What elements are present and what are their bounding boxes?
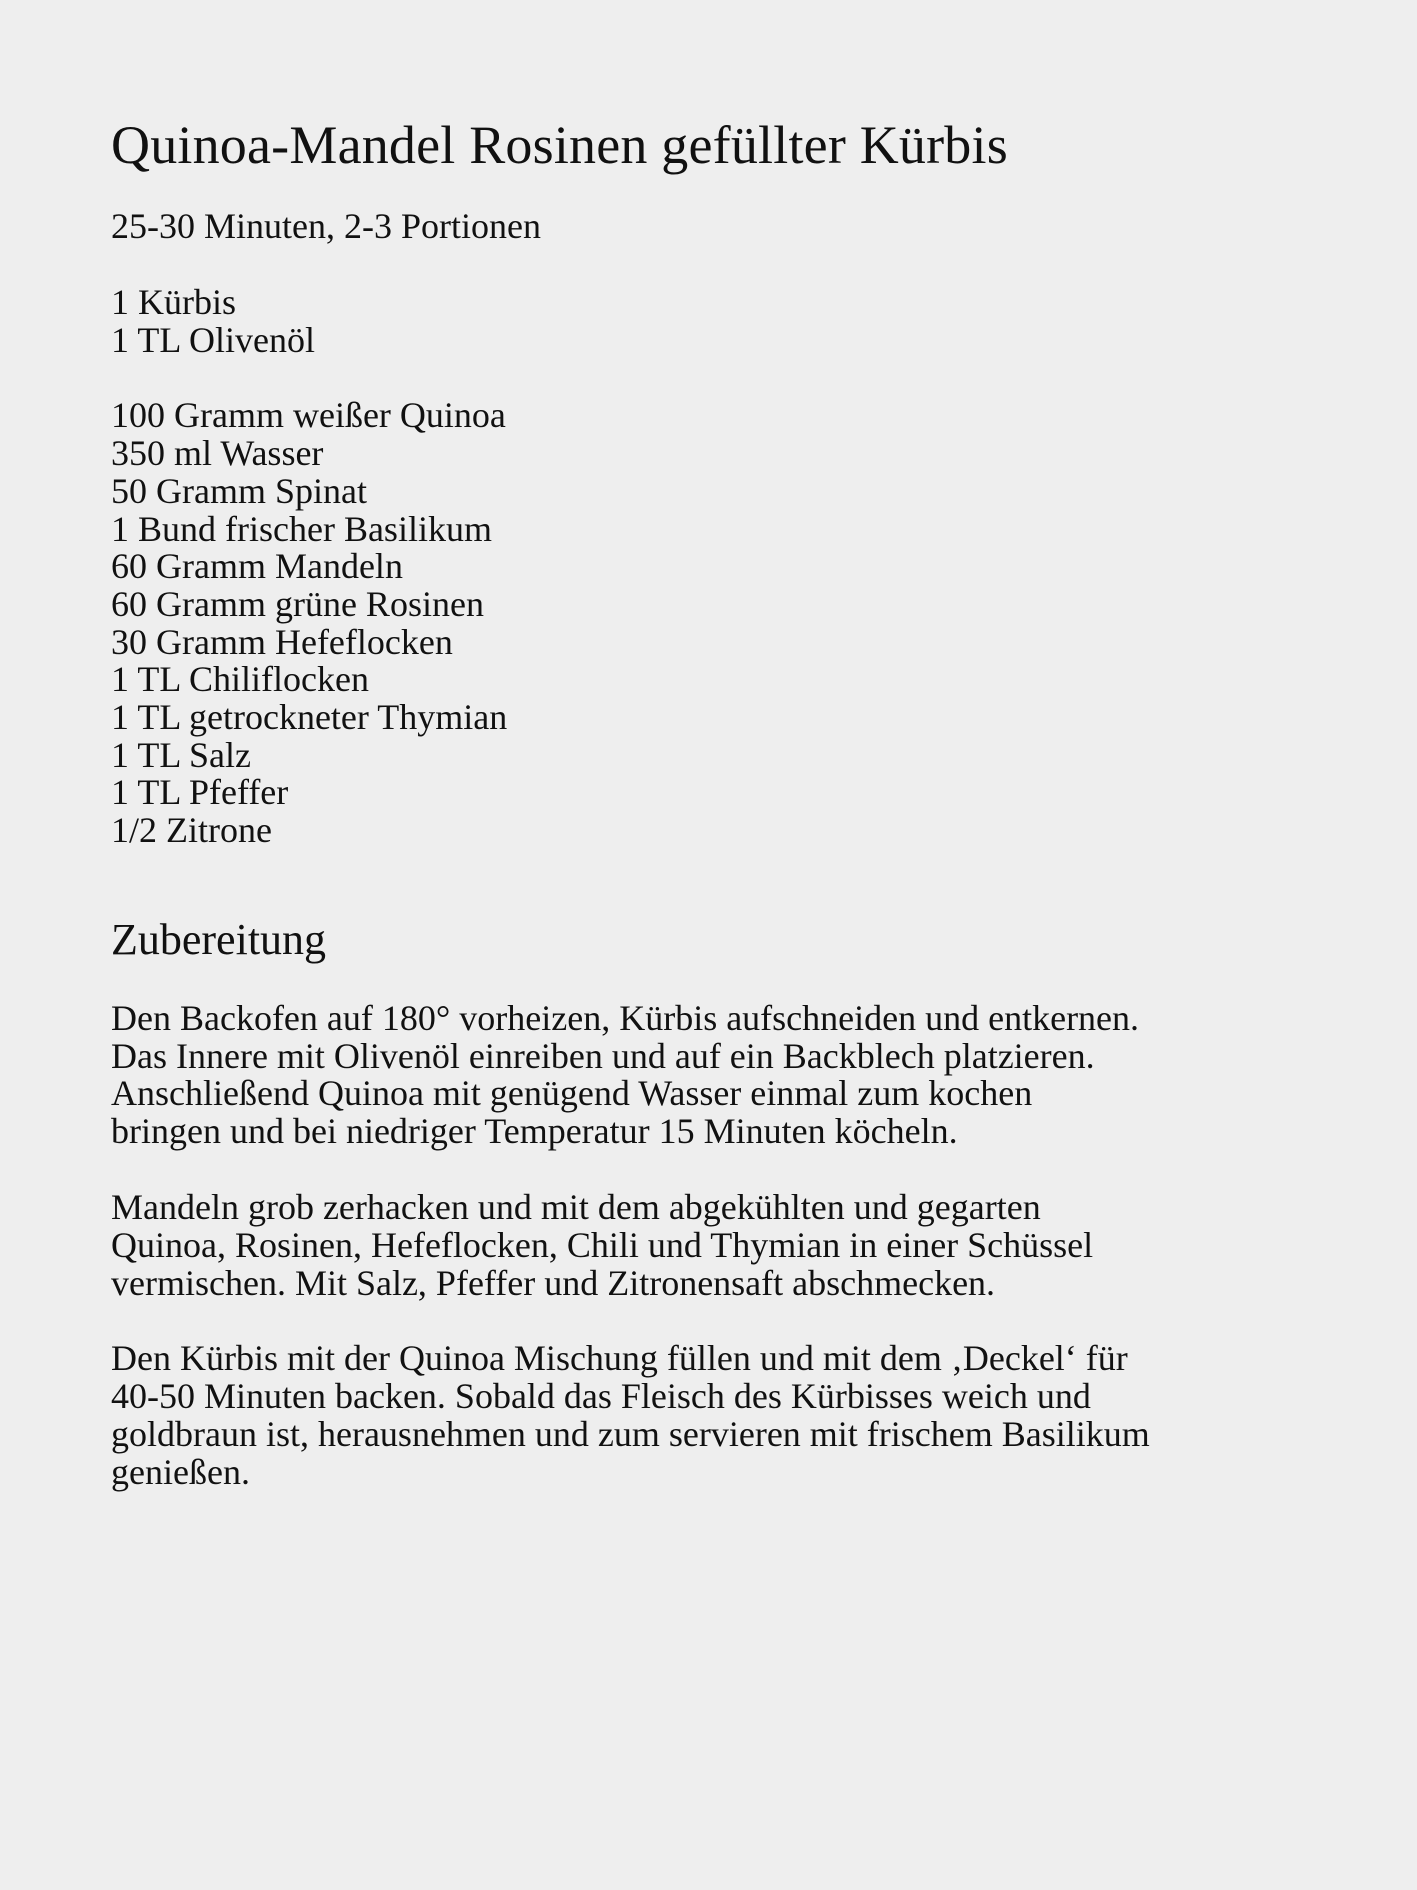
paragraph-line: Mandeln grob zerhacken und mit dem abgekühlten und gegarten: [111, 1187, 1041, 1228]
ingredient-item: 1 TL Chiliflocken: [111, 659, 369, 700]
ingredient-item: 1 Kürbis: [111, 282, 236, 322]
preparation-paragraph-2: [111, 1189, 1341, 1302]
ingredient-item: 1 TL getrockneter Thymian: [111, 697, 508, 738]
recipe-meta: 25-30 Minuten, 2-3 Portionen: [111, 206, 541, 246]
ingredient-item: 1 Bund frischer Basilikum: [111, 508, 492, 549]
recipe-content: [111, 108, 1341, 1530]
paragraph-line: Den Backofen auf 180° vorheizen, Kürbis aufschneiden und entkernen.: [111, 997, 1140, 1038]
ingredient-item: 50 Gramm Spinat: [111, 470, 367, 511]
paragraph-line: 40-50 Minuten backen. Sobald das Fleisch des Kürbisses weich und: [111, 1376, 1091, 1417]
ingredient-item: 30 Gramm Hefeflocken: [111, 621, 453, 662]
ingredient-item: 100 Gramm weißer Quinoa: [111, 395, 506, 436]
ingredient-item: 1/2 Zitrone: [111, 810, 272, 851]
preparation-paragraph-3: [111, 1340, 1341, 1491]
ingredient-item: 1 TL Salz: [111, 734, 251, 775]
paragraph-line: vermischen. Mit Salz, Pfeffer und Zitronensaft abschmecken.: [111, 1262, 996, 1303]
paragraph-line: genießen.: [111, 1451, 250, 1492]
preparation-paragraph-1: [111, 997, 1341, 1152]
ingredient-item: 60 Gramm grüne Rosinen: [111, 583, 484, 624]
ingredient-group-filling: [111, 397, 1341, 849]
paragraph-line: goldbraun ist, herausnehmen und zum servieren mit frischem Basilikum: [111, 1414, 1150, 1455]
paragraph-line: bringen und bei niedriger Temperatur 15 Minuten köcheln.: [111, 1111, 958, 1152]
paragraph-line: Das Innere mit Olivenöl einreiben und auf ein Backblech platzieren.: [111, 1035, 1095, 1076]
ingredient-item: 60 Gramm Mandeln: [111, 546, 403, 587]
ingredient-item: 350 ml Wasser: [111, 433, 324, 474]
paragraph-line: Quinoa, Rosinen, Hefeflocken, Chili und Thymian in einer Schüssel: [111, 1224, 1094, 1265]
ingredient-item: 1 TL Pfeffer: [111, 772, 289, 813]
preparation-heading: Zubereitung: [111, 914, 327, 964]
recipe-title: Quinoa-Mandel Rosinen gefüllter Kürbis: [111, 115, 1008, 175]
ingredient-group-base: [111, 284, 1341, 359]
ingredient-item: 1 TL Olivenöl: [111, 319, 315, 360]
paragraph-line: Anschließend Quinoa mit genügend Wasser einmal zum kochen: [111, 1073, 1033, 1114]
paragraph-line: Den Kürbis mit der Quinoa Mischung füllen und mit dem ‚Deckel‘ für: [111, 1338, 1128, 1379]
